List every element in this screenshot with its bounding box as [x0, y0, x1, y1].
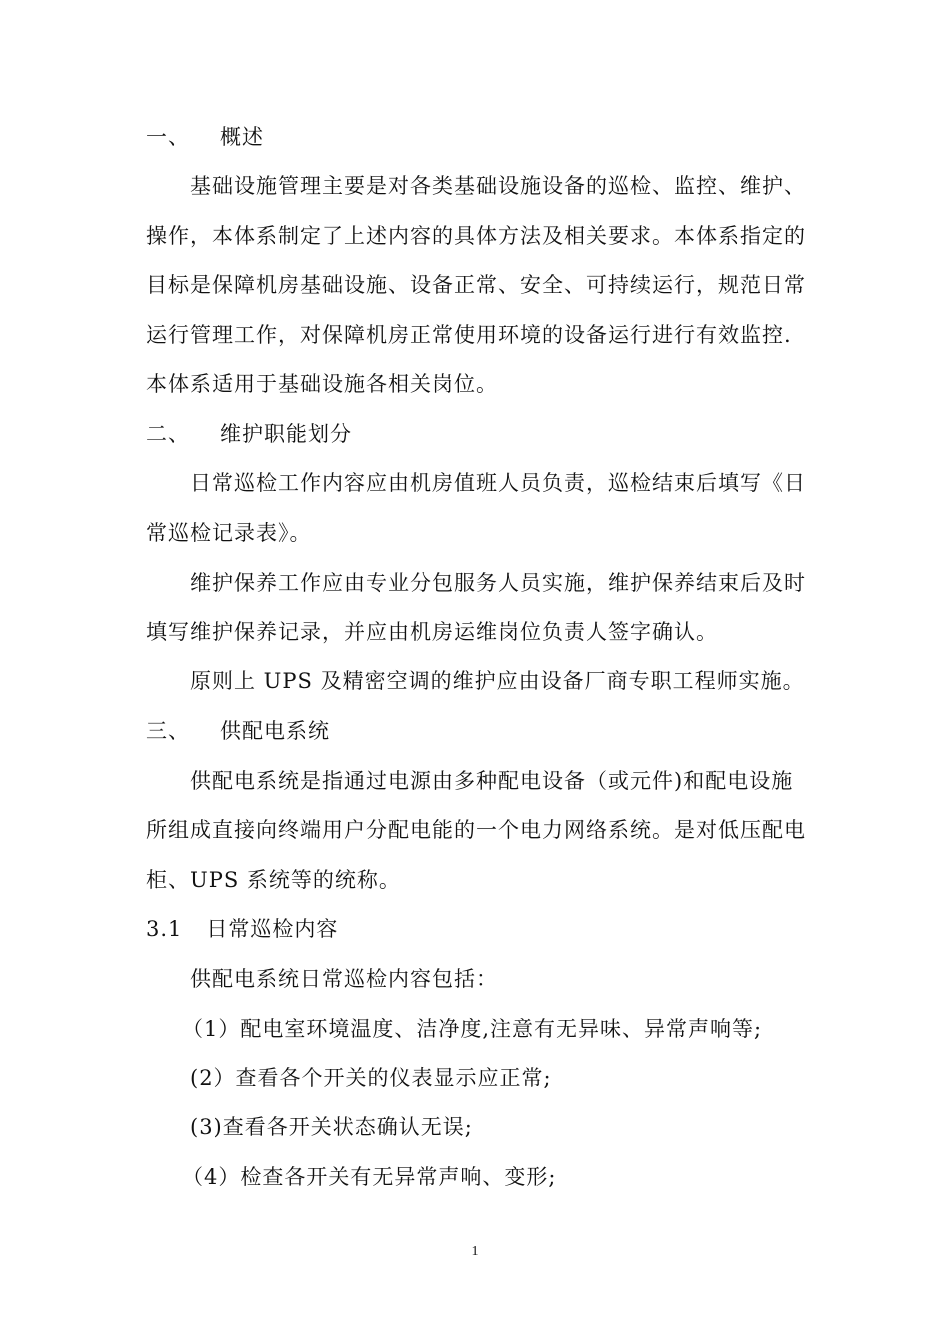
- paragraph-line: 运行管理工作，对保障机房正常使用环境的设备运行进行有效监控.: [146, 323, 792, 347]
- heading-title: 维护职能划分: [220, 422, 352, 446]
- paragraph-line: 原则上 UPS 及精密空调的维护应由设备厂商专职工程师实施。: [190, 669, 805, 693]
- paragraph-line: 基础设施管理主要是对各类基础设施设备的巡检、监控、维护、: [190, 174, 806, 198]
- paragraph-line: 常巡检记录表》。: [146, 521, 312, 545]
- list-item: （1）配电室环境温度、洁净度,注意有无异味、异常声响等;: [182, 1017, 763, 1041]
- heading-title: 概述: [220, 125, 264, 149]
- page-number: 1: [471, 1244, 479, 1259]
- list-item: （4）检查各开关有无异常声响、变形;: [182, 1165, 557, 1189]
- paragraph-line: 操作，本体系制定了上述内容的具体方法及相关要求。本体系指定的: [146, 224, 806, 248]
- list-item: (3)查看各开关状态确认无误;: [190, 1115, 473, 1139]
- heading-number: 3.1: [146, 917, 183, 941]
- paragraph-line: 本体系适用于基础设施各相关岗位。: [146, 372, 498, 396]
- heading-title: 日常巡检内容: [206, 917, 339, 941]
- paragraph-line: 目标是保障机房基础设施、设备正常、安全、可持续运行，规范日常: [146, 273, 806, 297]
- list-item: (2）查看各个开关的仪表显示应正常;: [190, 1066, 552, 1090]
- subsection-heading: [146, 914, 338, 944]
- paragraph-line: 供配电系统日常巡检内容包括：: [190, 967, 498, 991]
- section-heading: [146, 419, 352, 449]
- paragraph-line: 柜、UPS 系统等的统称。: [146, 868, 401, 892]
- section-heading: [146, 716, 330, 746]
- paragraph-line: 供配电系统是指通过电源由多种配电设备（或元件)和配电设施: [190, 769, 794, 793]
- section-heading: [146, 122, 264, 152]
- heading-number: 二、: [146, 422, 190, 446]
- paragraph-line: 填写维护保养记录，并应由机房运维岗位负责人签字确认。: [146, 620, 718, 644]
- paragraph-line: 维护保养工作应由专业分包服务人员实施，维护保养结束后及时: [190, 571, 806, 595]
- paragraph-line: 日常巡检工作内容应由机房值班人员负责，巡检结束后填写《日: [190, 471, 806, 495]
- heading-number: 一、: [146, 125, 190, 149]
- paragraph-line: 所组成直接向终端用户分配电能的一个电力网络系统。是对低压配电: [146, 818, 806, 842]
- heading-number: 三、: [146, 719, 190, 743]
- heading-title: 供配电系统: [220, 719, 330, 743]
